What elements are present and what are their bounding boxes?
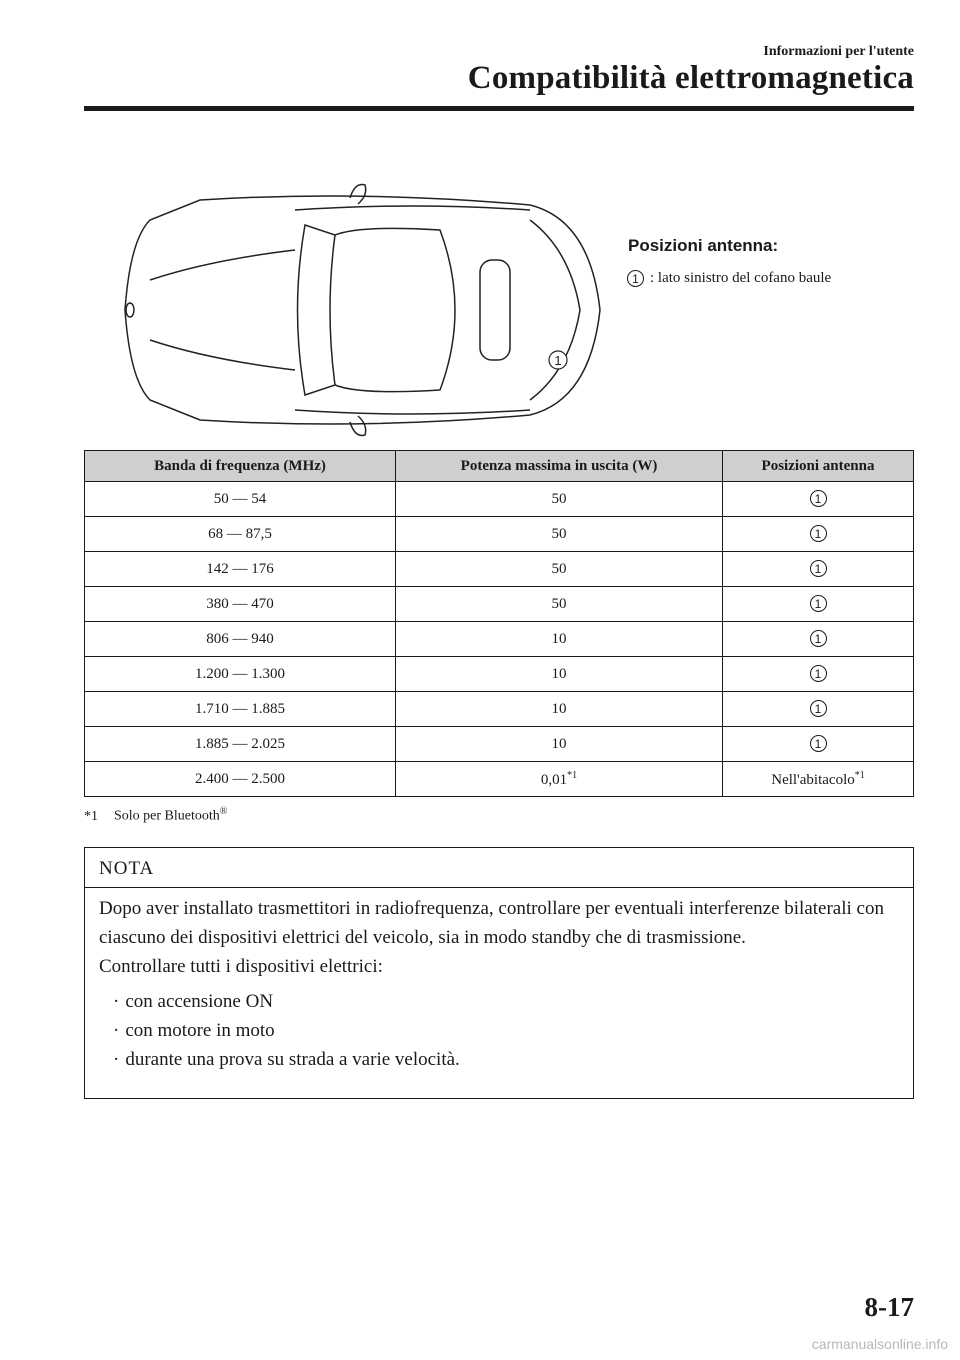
position-cell — [723, 587, 914, 622]
note-paragraph: Dopo aver installato trasmettitori in radiofrequenza, controllare per eventuali interferenze bilaterali con ciascuno dei dispositivi elettrici del veicolo, sia in modo standby che di trasmissione. — [99, 898, 884, 948]
table-header-power: Potenza massima in uscita (W) — [396, 451, 723, 482]
antenna-marker-label: 1 — [554, 353, 562, 368]
footnote-text: Solo per Bluetooth — [114, 808, 220, 824]
table-row — [85, 517, 914, 552]
table-header-band: Banda di frequenza (MHz) — [85, 451, 396, 482]
table-header-position: Posizioni antenna — [723, 451, 914, 482]
note-paragraph: Controllare tutti i dispositivi elettrici: — [99, 956, 383, 977]
frequency-table — [84, 450, 914, 797]
band-cell: 806 — 940 — [85, 622, 396, 657]
position-badge: 1 — [810, 595, 827, 612]
position-footnote-ref: *1 — [854, 769, 865, 781]
position-text: Nell'abitacolo — [771, 771, 855, 788]
power-footnote-ref: *1 — [567, 769, 578, 781]
band-cell: 1.885 — 2.025 — [85, 727, 396, 762]
table-row — [85, 587, 914, 622]
position-badge: 1 — [810, 560, 827, 577]
table-row — [85, 762, 914, 797]
power-cell: 10 — [396, 657, 723, 692]
band-cell: 68 — 87,5 — [85, 517, 396, 552]
power-cell: 10 — [396, 692, 723, 727]
position-cell — [723, 727, 914, 762]
power-cell: 50 — [396, 552, 723, 587]
list-item: · durante una prova su strada a varie velocità. — [113, 1045, 899, 1074]
registered-symbol: ® — [219, 806, 228, 817]
power-cell: 50 — [396, 587, 723, 622]
page-number: 8-17 — [864, 1292, 914, 1322]
position-cell — [723, 552, 914, 587]
legend-item-text: : lato sinistro del cofano baule — [650, 270, 832, 286]
band-cell: 1.200 — 1.300 — [85, 657, 396, 692]
table-row — [85, 727, 914, 762]
position-badge: 1 — [810, 735, 827, 752]
band-cell: 2.400 — 2.500 — [85, 762, 396, 797]
car-top-view-illustration — [110, 180, 610, 440]
page-title: Compatibilità elettromagnetica — [467, 60, 914, 96]
table-row — [85, 657, 914, 692]
position-badge: 1 — [810, 525, 827, 542]
band-cell: 1.710 — 1.885 — [85, 692, 396, 727]
band-cell: 50 — 54 — [85, 482, 396, 517]
position-cell — [723, 622, 914, 657]
note-heading: NOTA — [85, 848, 913, 888]
position-cell — [723, 657, 914, 692]
note-body — [85, 888, 913, 1074]
antenna-marker — [549, 351, 567, 369]
power-cell: 50 — [396, 517, 723, 552]
footnote — [84, 806, 227, 825]
position-badge: 1 — [810, 630, 827, 647]
note-list — [113, 987, 899, 1074]
table-row — [85, 622, 914, 657]
power-value: 0,01 — [540, 771, 568, 788]
header-rule — [84, 106, 914, 111]
power-cell: 10 — [396, 622, 723, 657]
table-row — [85, 692, 914, 727]
footnote-mark: *1 — [84, 808, 98, 824]
position-cell — [723, 482, 914, 517]
table-row — [85, 552, 914, 587]
position-cell — [723, 517, 914, 552]
list-item: · con accensione ON — [113, 987, 899, 1016]
list-item: · con motore in moto — [113, 1016, 899, 1045]
band-cell: 142 — 176 — [85, 552, 396, 587]
note-box — [84, 847, 914, 1099]
watermark: carmanualsonline.info — [811, 1336, 948, 1352]
legend-item — [627, 270, 831, 287]
position-cell — [723, 692, 914, 727]
power-cell: 10 — [396, 727, 723, 762]
position-badge: 1 — [810, 700, 827, 717]
power-cell: 50 — [396, 482, 723, 517]
power-cell — [396, 762, 723, 797]
legend-marker-badge: 1 — [627, 270, 644, 287]
header-section-label: Informazioni per l'utente — [763, 44, 914, 59]
table-row — [85, 482, 914, 517]
legend-title: Posizioni antenna: — [628, 236, 779, 255]
band-cell: 380 — 470 — [85, 587, 396, 622]
position-badge: 1 — [810, 490, 827, 507]
position-cell — [723, 762, 914, 797]
table-header-row — [85, 451, 914, 482]
position-badge: 1 — [810, 665, 827, 682]
